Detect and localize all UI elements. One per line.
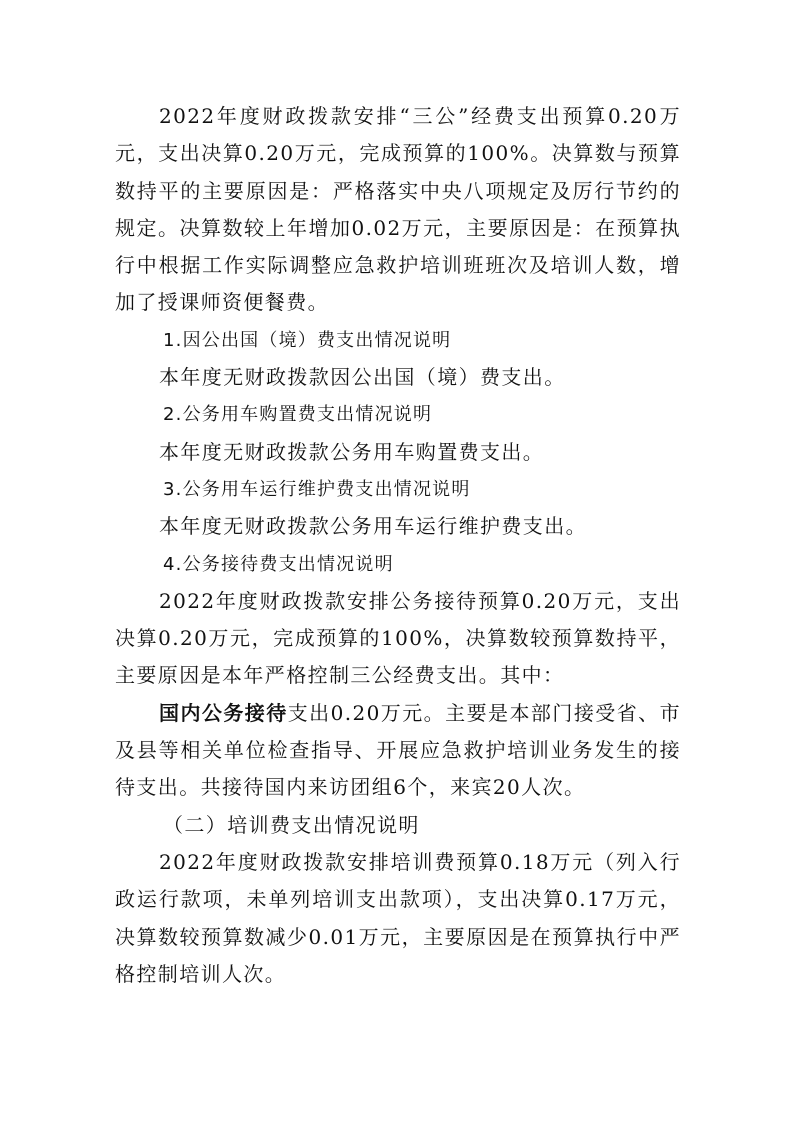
- document-body: [115, 98, 681, 993]
- paragraph-reception-budget: 2022年度财政拨款安排公务接待预算0.20万元，支出决算0.20万元，完成预算的100%，决算数较预算数持平，主要原因是本年严格控制三公经费支出。其中：: [115, 588, 681, 688]
- heading-vehicle-purchase: 2.公务用车购置费支出情况说明: [163, 404, 433, 426]
- domestic-reception-text: 支出0.20万元。主要是本部门接受省、市及县等相关单位检查指导、开展应急救护培训业务发生的接待支出。共接待国内来访团组6个，来宾20人次。: [115, 700, 682, 800]
- heading-training: （二）培训费支出情况说明: [163, 812, 420, 837]
- paragraph-vehicle-maintenance: 本年度无财政拨款公务用车运行维护费支出。: [159, 514, 587, 539]
- domestic-reception-label: 国内公务接待: [159, 700, 288, 725]
- heading-overseas-travel: 1.因公出国（境）费支出情况说明: [163, 329, 452, 351]
- paragraph-three-public-summary: 2022年度财政拨款安排“三公”经费支出预算0.20万元，支出决算0.20万元，完成预算的100%。决算数与预算数持平的主要原因是：严格落实中央八项规定及厉行节约的规定。决算数较上年增加0.02万元，主要原因是：在预算执行中根据工作实际调整应急救护培训班班次及培训人数，增加了授课师资便餐费。: [115, 104, 681, 315]
- paragraph-domestic-reception: [115, 695, 681, 807]
- paragraph-overseas-travel: 本年度无财政拨款因公出国（境）费支出。: [159, 365, 566, 390]
- paragraph-vehicle-purchase: 本年度无财政拨款公务用车购置费支出。: [159, 439, 545, 464]
- heading-vehicle-maintenance: 3.公务用车运行维护费支出情况说明: [163, 478, 471, 500]
- paragraph-training: 2022年度财政拨款安排培训费预算0.18万元（列入行政运行款项，未单列培训支出款项），支出决算0.17万元，决算数较预算数减少0.01万元，主要原因是在预算执行中严格控制培训人次。: [115, 849, 681, 986]
- heading-reception: 4.公务接待费支出情况说明: [163, 553, 394, 575]
